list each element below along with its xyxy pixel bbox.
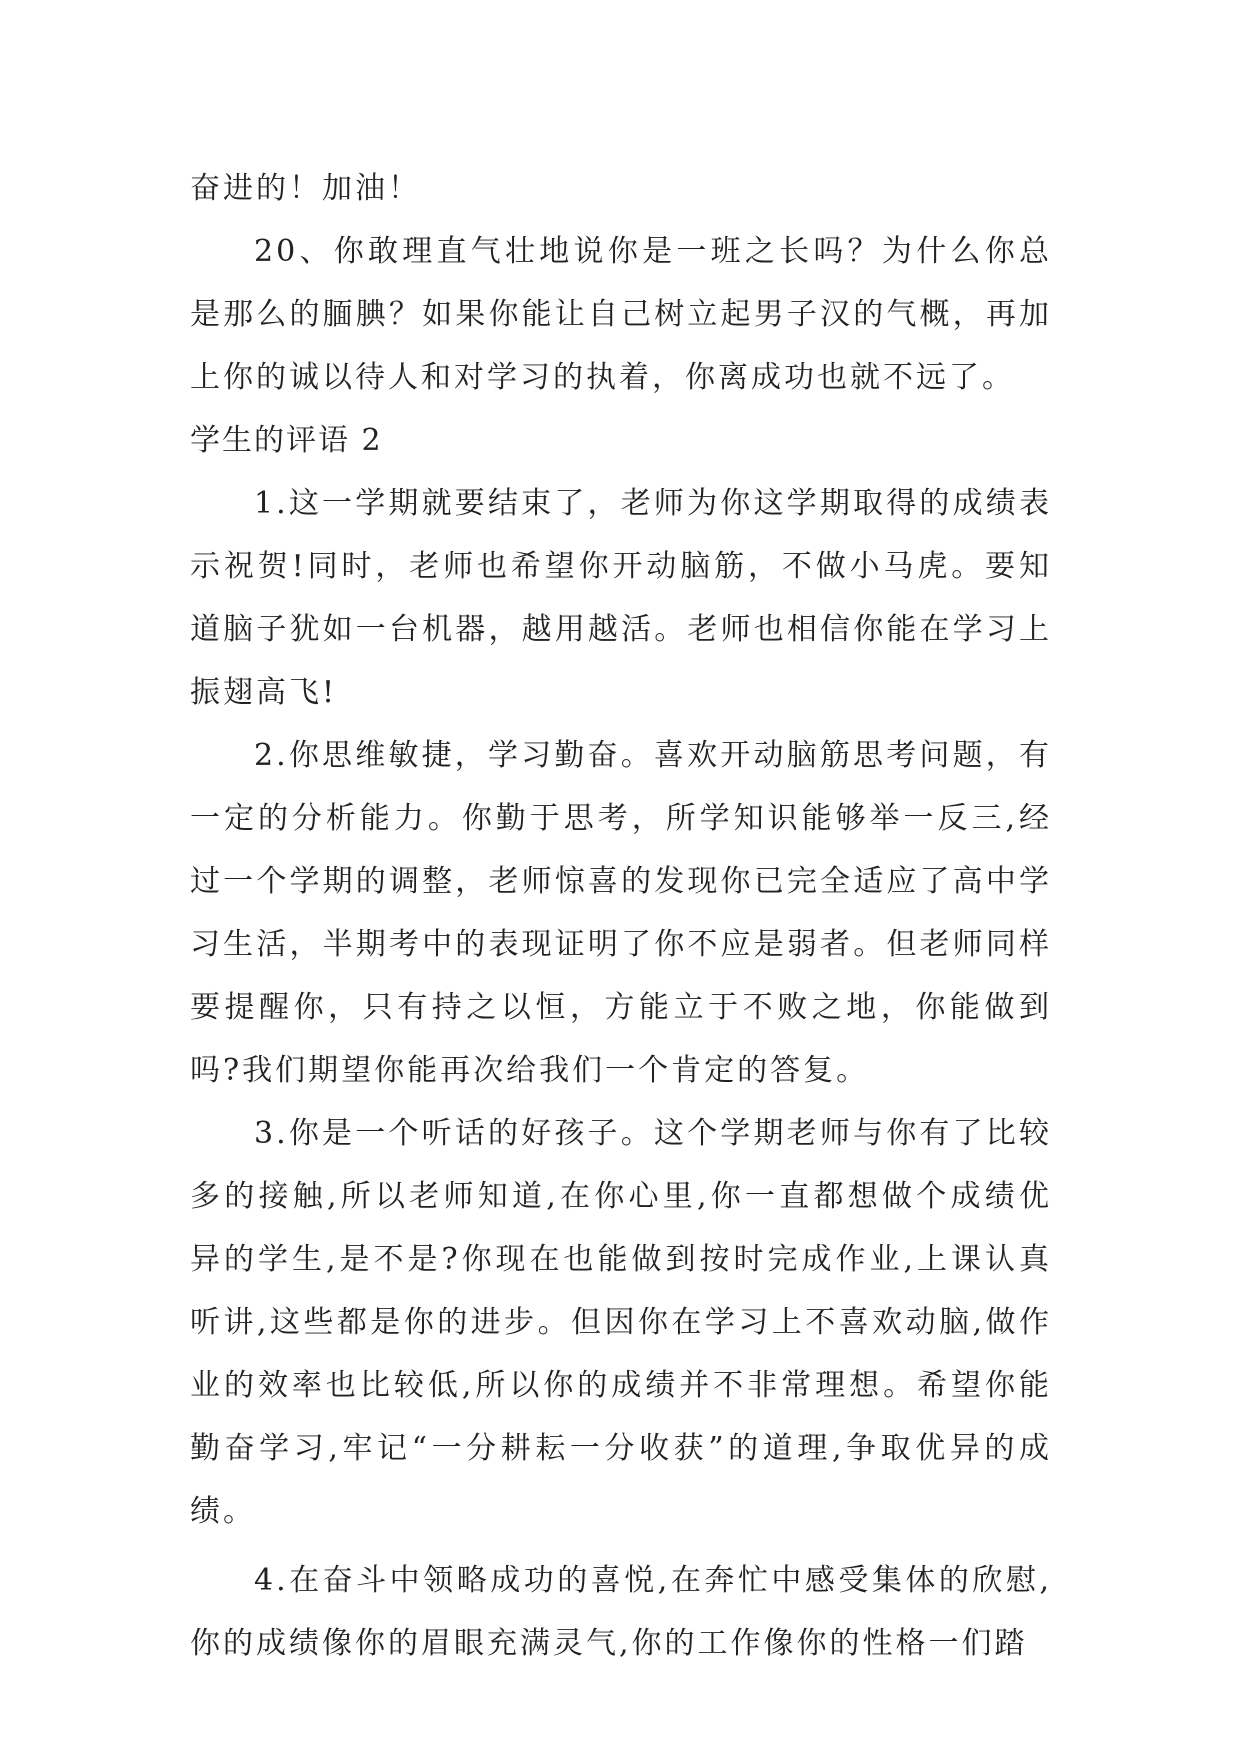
paragraph-continuation: 奋进的！加油！: [190, 171, 421, 206]
paragraph-comment-20: 20、你敢理直气壮地说你是一班之长吗？为什么你总是那么的腼腆？如果你能让自己树立起男子汉的气概，再加上你的诚以待人和对学习的执着，你离成功也就不远了。: [190, 234, 1052, 395]
paragraph-comment-3: 3.你是一个听话的好孩子。这个学期老师与你有了比较多的接触,所以老师知道,在你心里,你一直都想做个成绩优异的学生,是不是?你现在也能做到按时完成作业,上课认真听讲,这些都是你的进步。但因你在学习上不喜欢动脑,做作业的效率也比较低,所以你的成绩并不非常理想。希望你能勤奋学习,牢记“一分耕耘一分收获”的道理,争取优异的成绩。: [190, 1116, 1052, 1529]
paragraph-comment-4: 4.在奋斗中领略成功的喜悦,在奔忙中感受集体的欣慰,你的成绩像你的眉眼充满灵气,你的工作像你的性格一们踏: [190, 1563, 1052, 1661]
section-heading: 学生的评语 2: [190, 423, 383, 458]
paragraph-comment-2: 2.你思维敏捷，学习勤奋。喜欢开动脑筋思考问题，有一定的分析能力。你勤于思考，所学知识能够举一反三,经过一个学期的调整，老师惊喜的发现你已完全适应了高中学习生活，半期考中的表现证明了你不应是弱者。但老师同样要提醒你，只有持之以恒，方能立于不败之地，你能做到吗?我们期望你能再次给我们一个肯定的答复。: [190, 738, 1052, 1088]
paragraph-comment-1: 1.这一学期就要结束了，老师为你这学期取得的成绩表示祝贺!同时，老师也希望你开动脑筋，不做小马虎。要知道脑子犹如一台机器，越用越活。老师也相信你能在学习上振翅高飞!: [190, 486, 1052, 710]
document-body: [190, 157, 1052, 1675]
